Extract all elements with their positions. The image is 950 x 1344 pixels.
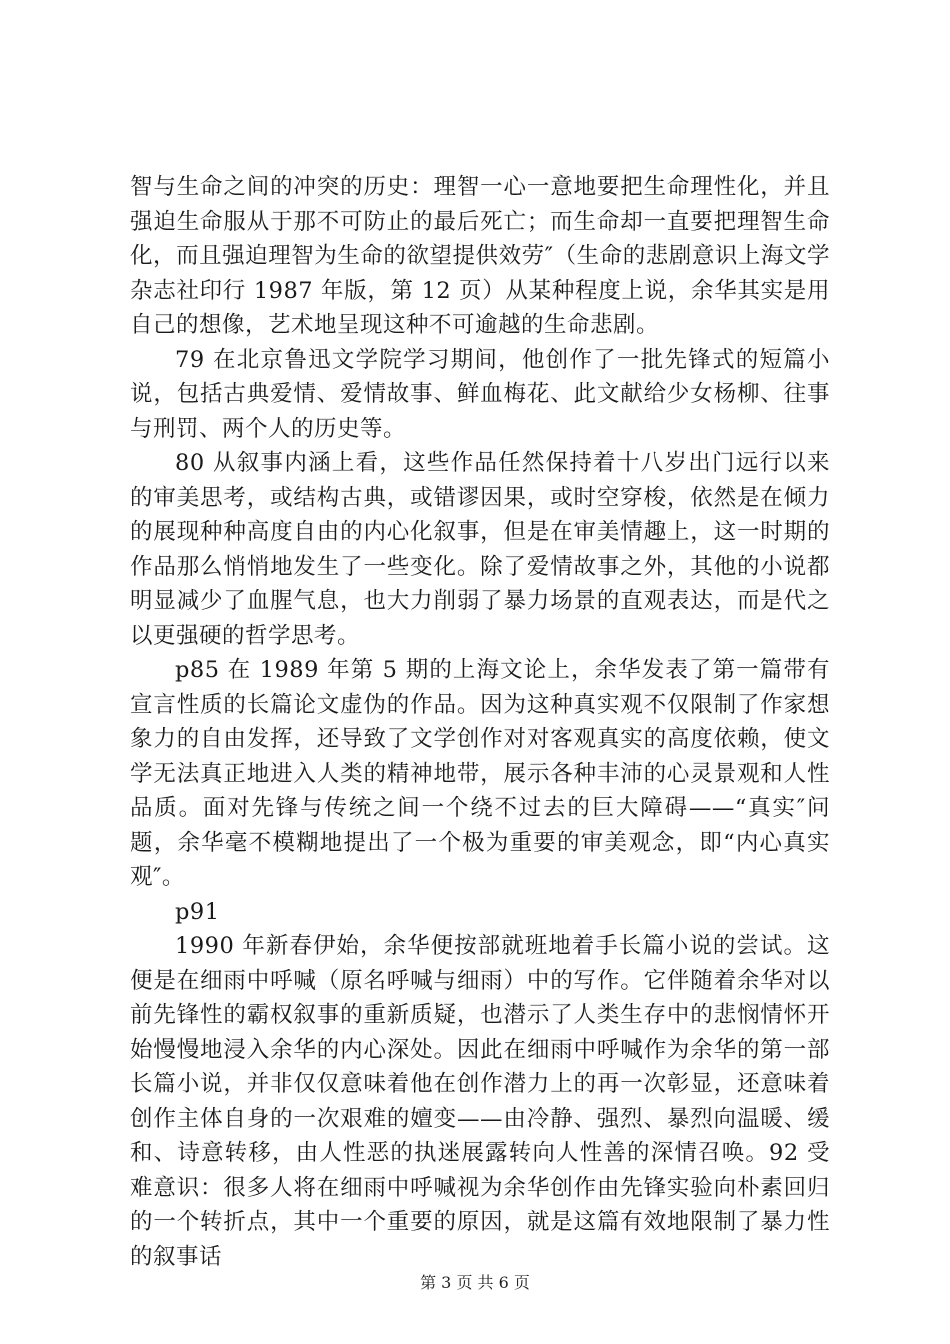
paragraph: 智与生命之间的冲突的历史：理智一心一意地要把生命理性化，并且强迫生命服从于那不可防止的最后死亡；而生命却一直要把理智生命化，而且强迫理智为生命的欲望提供效劳″（生命的悲剧意识上海文学杂志社印行 1987 年版，第 12 页）从某种程度上说，余华其实是用自己的想像，艺术地呈现这种不可逾越的生命悲剧。 xyxy=(130,174,830,338)
page-footer: 第 3 页 共 6 页 xyxy=(420,1273,530,1292)
paragraph: 80 从叙事内涵上看，这些作品任然保持着十八岁出门远行以来的审美思考，或结构古典，或错谬因果，或时空穿梭，依然是在倾力的展现种种高度自由的内心化叙事，但是在审美情趣上，这一时期的作品那么悄悄地发生了一些变化。除了爱情故事之外，其他的小说都明显减少了血腥气息，也大力削弱了暴力场景的直观表达，而是代之以更强硬的哲学思考。 xyxy=(130,450,830,649)
paragraph: 1990 年新春伊始，余华便按部就班地着手长篇小说的尝试。这便是在细雨中呼喊（原名呼喊与细雨）中的写作。它伴随着余华对以前先锋性的霸权叙事的重新质疑，也潜示了人类生存中的悲悯情怀开始慢慢地浸入余华的内心深处。因此在细雨中呼喊作为余华的第一部长篇小说，并非仅仅意味着他在创作潜力上的再一次彰显，还意味着创作主体自身的一次艰难的嬗变——由冷静、强烈、暴烈向温暖、缓和、诗意转移，由人性恶的执迷展露转向人性善的深情召唤。92 受难意识：很多人将在细雨中呼喊视为余华创作由先锋实验向朴素回归的一个转折点，其中一个重要的原因，就是这篇有效地限制了暴力性的叙事话 xyxy=(130,933,830,1270)
paragraph: p85 在 1989 年第 5 期的上海文论上，余华发表了第一篇带有宣言性质的长篇论文虚伪的作品。因为这种真实观不仅限制了作家想象力的自由发挥，还导致了文学创作对对客观真实的高度依赖，使文学无法真正地进入人类的精神地带，展示各种丰沛的心灵景观和人性品质。面对先锋与传统之间一个绕不过去的巨大障碍——“真实″问题，余华毫不模糊地提出了一个极为重要的审美观念，即“内心真实观″。 xyxy=(130,657,830,890)
document-body xyxy=(130,170,830,1274)
paragraph: 79 在北京鲁迅文学院学习期间，他创作了一批先锋式的短篇小说，包括古典爱情、爱情故事、鲜血梅花、此文献给少女杨柳、往事与刑罚、两个人的历史等。 xyxy=(130,346,830,442)
paragraph: p91 xyxy=(175,898,220,925)
